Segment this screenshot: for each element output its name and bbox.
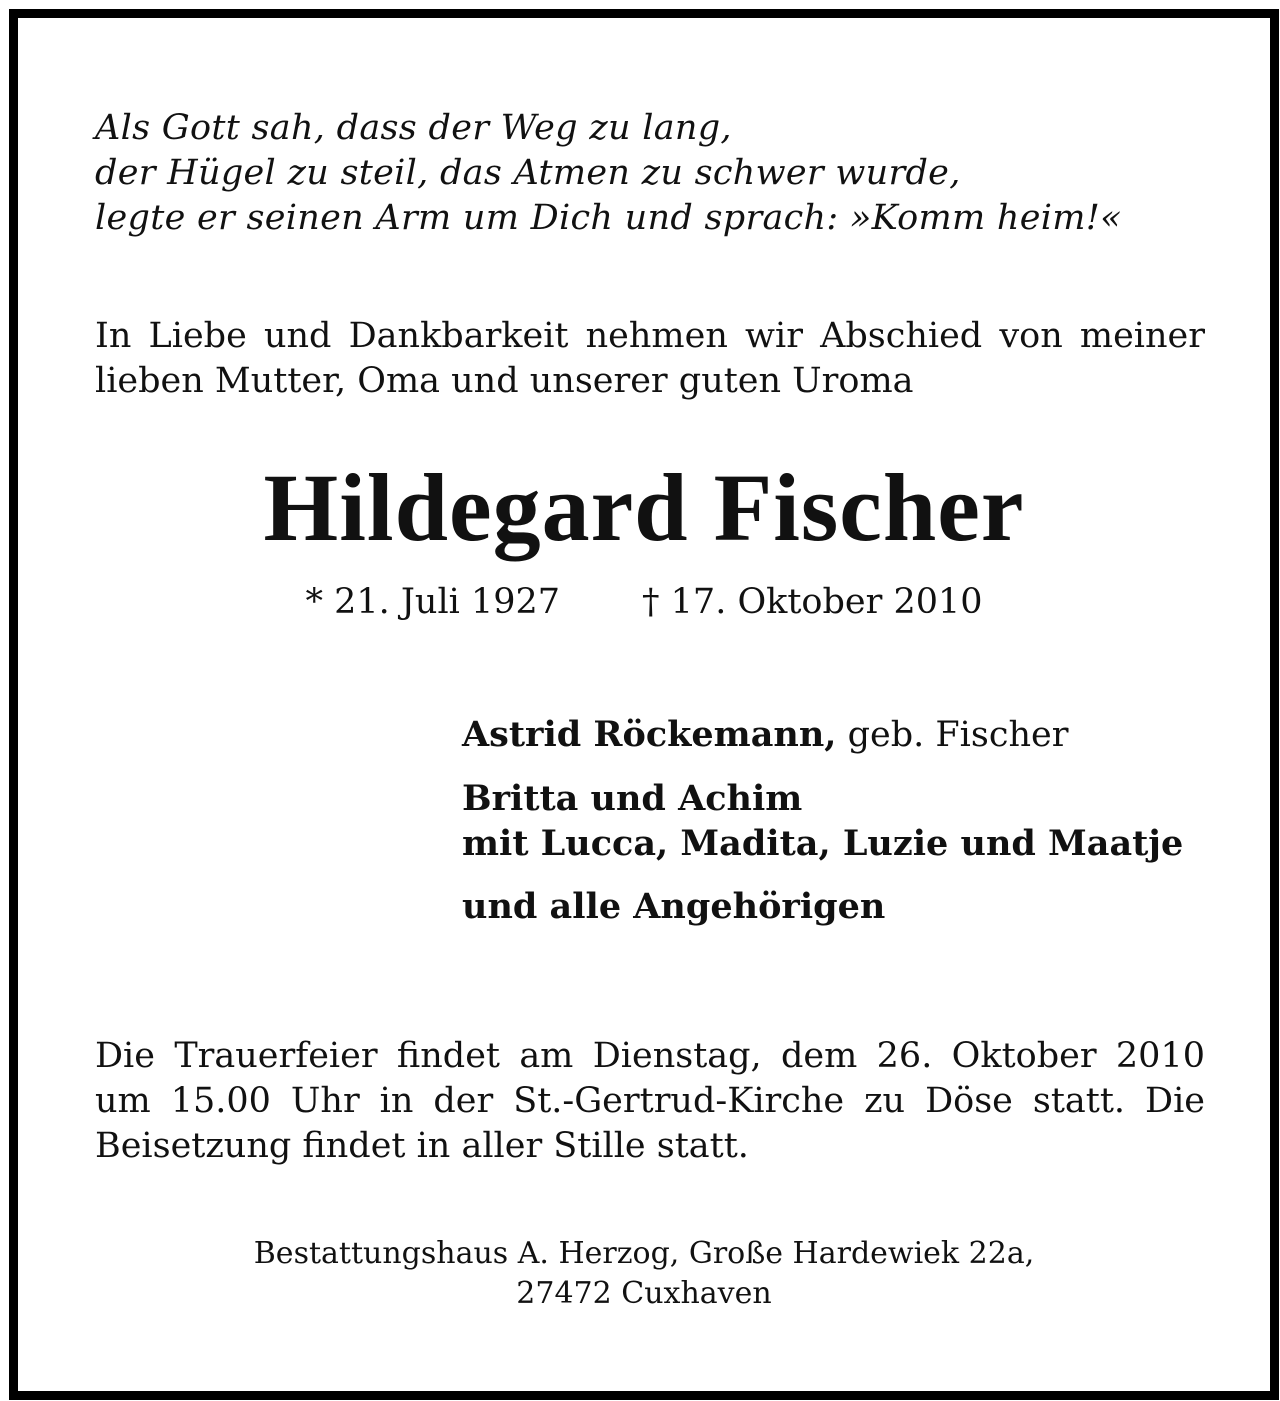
mourner-name: Astrid Röckemann, <box>462 714 837 755</box>
intro-text: In Liebe und Dankbarkeit nehmen wir Abschied von meiner lieben Mutter, Oma und unserer guten Uroma <box>95 316 1205 401</box>
birth-date: * 21. Juli 1927 <box>305 582 561 622</box>
mourner-entry: mit Lucca, Madita, Luzie und Maatje <box>462 823 1184 864</box>
mourners-list <box>462 712 1222 929</box>
funeral-home-line: 27472 Cuxhaven <box>516 1276 772 1311</box>
life-dates <box>18 580 1270 624</box>
mourner-entry: Britta und Achim <box>462 778 803 819</box>
mourner-suffix: geb. Fischer <box>847 715 1069 755</box>
poem <box>95 106 1205 241</box>
poem-line: der Hügel zu steil, das Atmen zu schwer wurde, <box>95 153 961 193</box>
mourner-entry <box>462 712 1222 758</box>
deceased-name: Hildegard Fischer <box>263 454 1025 561</box>
death-date: † 17. Oktober 2010 <box>642 582 983 622</box>
service-details: Die Trauerfeier findet am Dienstag, dem 26. Oktober 2010 um 15.00 Uhr in der St.-Gertrud-Kirche zu Döse statt. Die Beisetzung findet in aller Stille statt. <box>95 1036 1205 1166</box>
poem-line: legte er seinen Arm um Dich und sprach: »Komm heim!« <box>95 198 1122 238</box>
funeral-home-line: Bestattungshaus A. Herzog, Große Hardewiek 22a, <box>253 1236 1035 1271</box>
poem-line: Als Gott sah, dass der Weg zu lang, <box>95 108 732 148</box>
mourner-entry: und alle Angehörigen <box>462 886 886 927</box>
funeral-home <box>18 1234 1270 1314</box>
obituary-notice <box>9 9 1279 1400</box>
